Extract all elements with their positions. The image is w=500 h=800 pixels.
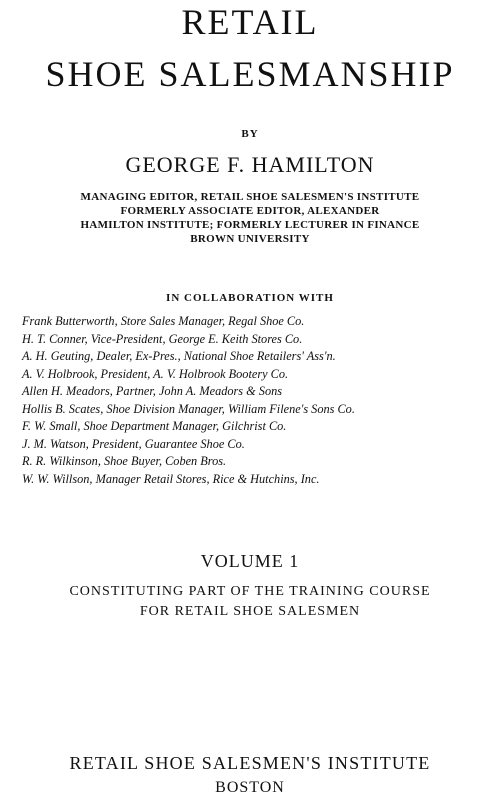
credential-line: MANAGING EDITOR, RETAIL SHOE SALESMEN'S INSTITUTE: [80, 191, 420, 203]
collaborator-entry: A. V. Holbrook, President, A. V. Holbrook Bootery Co.: [22, 366, 289, 381]
collaborator-entry: F. W. Small, Shoe Department Manager, Gilchrist Co.: [22, 419, 287, 433]
collaborator-entry: R. R. Wilkinson, Shoe Buyer, Coben Bros.: [22, 454, 227, 468]
collaborator-entry: Hollis B. Scates, Shoe Division Manager, William Filene's Sons Co.: [22, 401, 355, 416]
by-label: BY: [241, 128, 259, 140]
publisher-name: RETAIL SHOE SALESMEN'S INSTITUTE: [69, 753, 431, 773]
course-description: [0, 582, 500, 622]
collaborator-entry: J. M. Watson, President, Guarantee Shoe Co.: [22, 436, 245, 451]
publisher-city: BOSTON: [215, 779, 285, 796]
credential-line: BROWN UNIVERSITY: [190, 233, 310, 245]
collaborator-entry: A. H. Geuting, Dealer, Ex-Pres., National Shoe Retailers' Ass'n.: [22, 349, 336, 363]
collaborator-entry: Allen H. Meadors, Partner, John A. Meadors & Sons: [22, 384, 283, 398]
author-name: GEORGE F. HAMILTON: [125, 152, 375, 177]
author-credentials: [40, 190, 460, 246]
book-title-line-2: SHOE SALESMANSHIP: [45, 54, 455, 94]
collaborator-entry: W. W. Willson, Manager Retail Stores, Rice & Hutchins, Inc.: [22, 471, 320, 486]
book-title-line-1: RETAIL: [181, 2, 319, 42]
credential-line: FORMERLY ASSOCIATE EDITOR, ALEXANDER: [120, 205, 380, 217]
volume-label: VOLUME 1: [200, 551, 300, 571]
course-line: CONSTITUTING PART OF THE TRAINING COURSE: [69, 584, 431, 599]
course-line: FOR RETAIL SHOE SALESMEN: [139, 604, 361, 619]
collaborator-entry: H. T. Conner, Vice-President, George E. Keith Stores Co.: [22, 331, 303, 346]
collaboration-heading: IN COLLABORATION WITH: [166, 292, 334, 304]
collaborator-entry: Frank Butterworth, Store Sales Manager, Regal Shoe Co.: [22, 314, 305, 328]
collaborator-list: [22, 313, 492, 488]
credential-line: HAMILTON INSTITUTE; FORMERLY LECTURER IN FINANCE: [80, 219, 420, 231]
